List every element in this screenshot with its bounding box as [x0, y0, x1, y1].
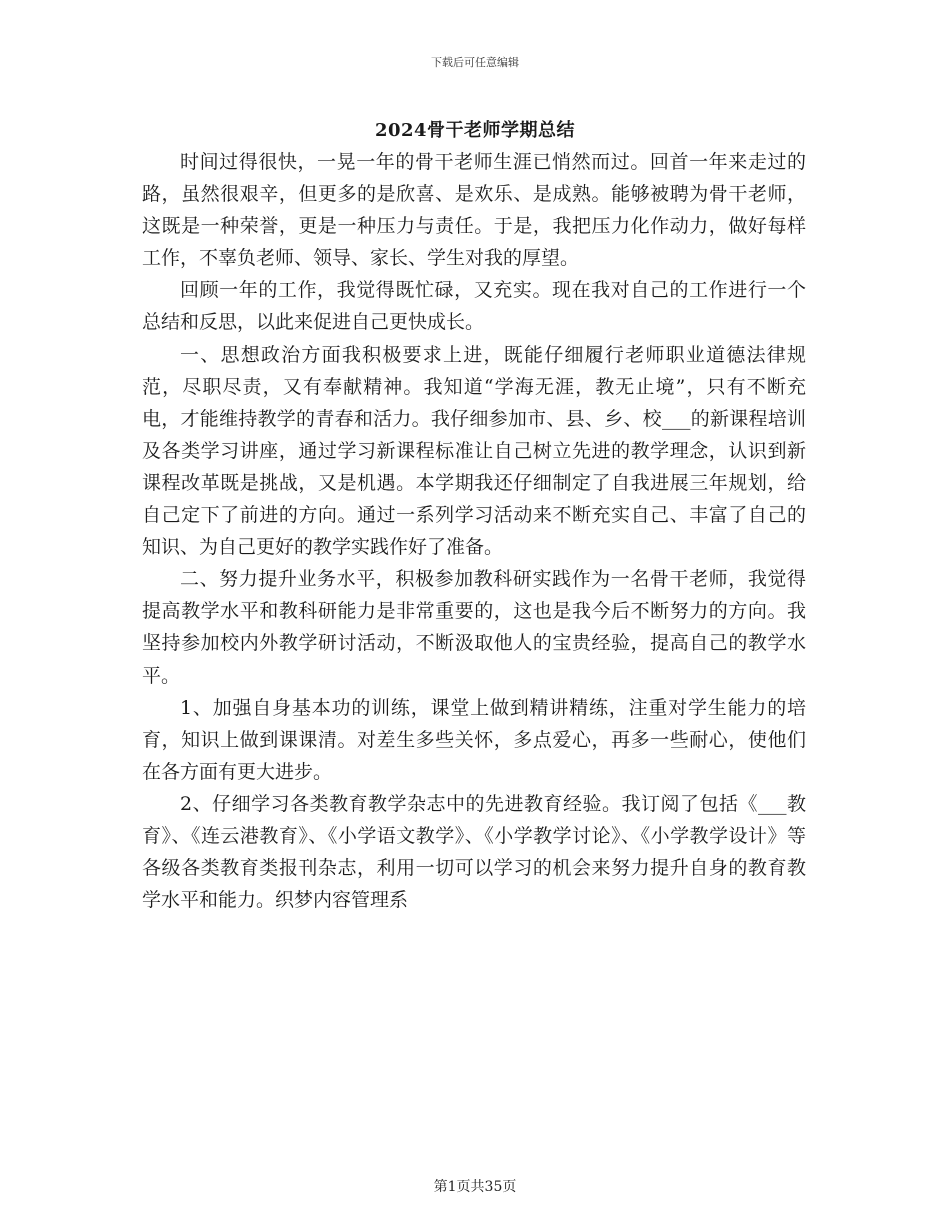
paragraph: 二、努力提升业务水平，积极参加教科研实践作为一名骨干老师，我觉得提高教学水平和教科研能力是非常重要的，这也是我今后不断努力的方向。我坚持参加校内外教学研讨活动，不断汲取他人的宝贵经验，提高自己的教学水平。 — [142, 568, 806, 687]
paragraph: 时间过得很快，一晃一年的骨干老师生涯已悄然而过。回首一年来走过的路，虽然很艰辛，但更多的是欣喜、是欢乐、是成熟。能够被聘为骨干老师，这既是一种荣誉，更是一种压力与责任。于是，我把压力化作动力，做好每样工作，不辜负老师、领导、家长、学生对我的厚望。 — [142, 151, 806, 270]
page-number: 第1页共35页 — [433, 1179, 517, 1195]
paragraph: 1、加强自身基本功的训练，课堂上做到精讲精练，注重对学生能力的培育，知识上做到课课清。对差生多些关怀，多点爱心，再多一些耐心，使他们在各方面有更大进步。 — [142, 696, 806, 783]
paragraph: 一、思想政治方面我积极要求上进，既能仔细履行老师职业道德法律规范，尽职尽责，又有奉献精神。我知道“学海无涯，教无止境”，只有不断充电，才能维持教学的青春和活力。我仔细参加市、县、乡、校___的新课程培训及各类学习讲座，通过学习新课程标准让自己树立先进的教学理念，认识到新课程改革既是挑战，又是机遇。本学期我还仔细制定了自我进展三年规划，给自己定下了前进的方向。通过一系列学习活动来不断充实自己、丰富了自己的知识、为自己更好的教学实践作好了准备。 — [142, 343, 806, 559]
document-title: 2024骨干老师学期总结 — [374, 120, 576, 141]
paragraph: 回顾一年的工作，我觉得既忙碌，又充实。现在我对自己的工作进行一个总结和反思，以此来促进自己更快成长。 — [142, 279, 806, 334]
header-note: 下载后可任意编辑 — [431, 56, 519, 69]
paragraph: 2、仔细学习各类教育教学杂志中的先进教育经验。我订阅了包括《___教育》、《连云港教育》、《小学语文教学》、《小学教学讨论》、《小学教学设计》等各级各类教育类报刊杂志，利用一切可以学习的机会来努力提升自身的教育教学水平和能力。织梦内容管理系 — [142, 792, 806, 912]
document-body — [142, 146, 806, 916]
